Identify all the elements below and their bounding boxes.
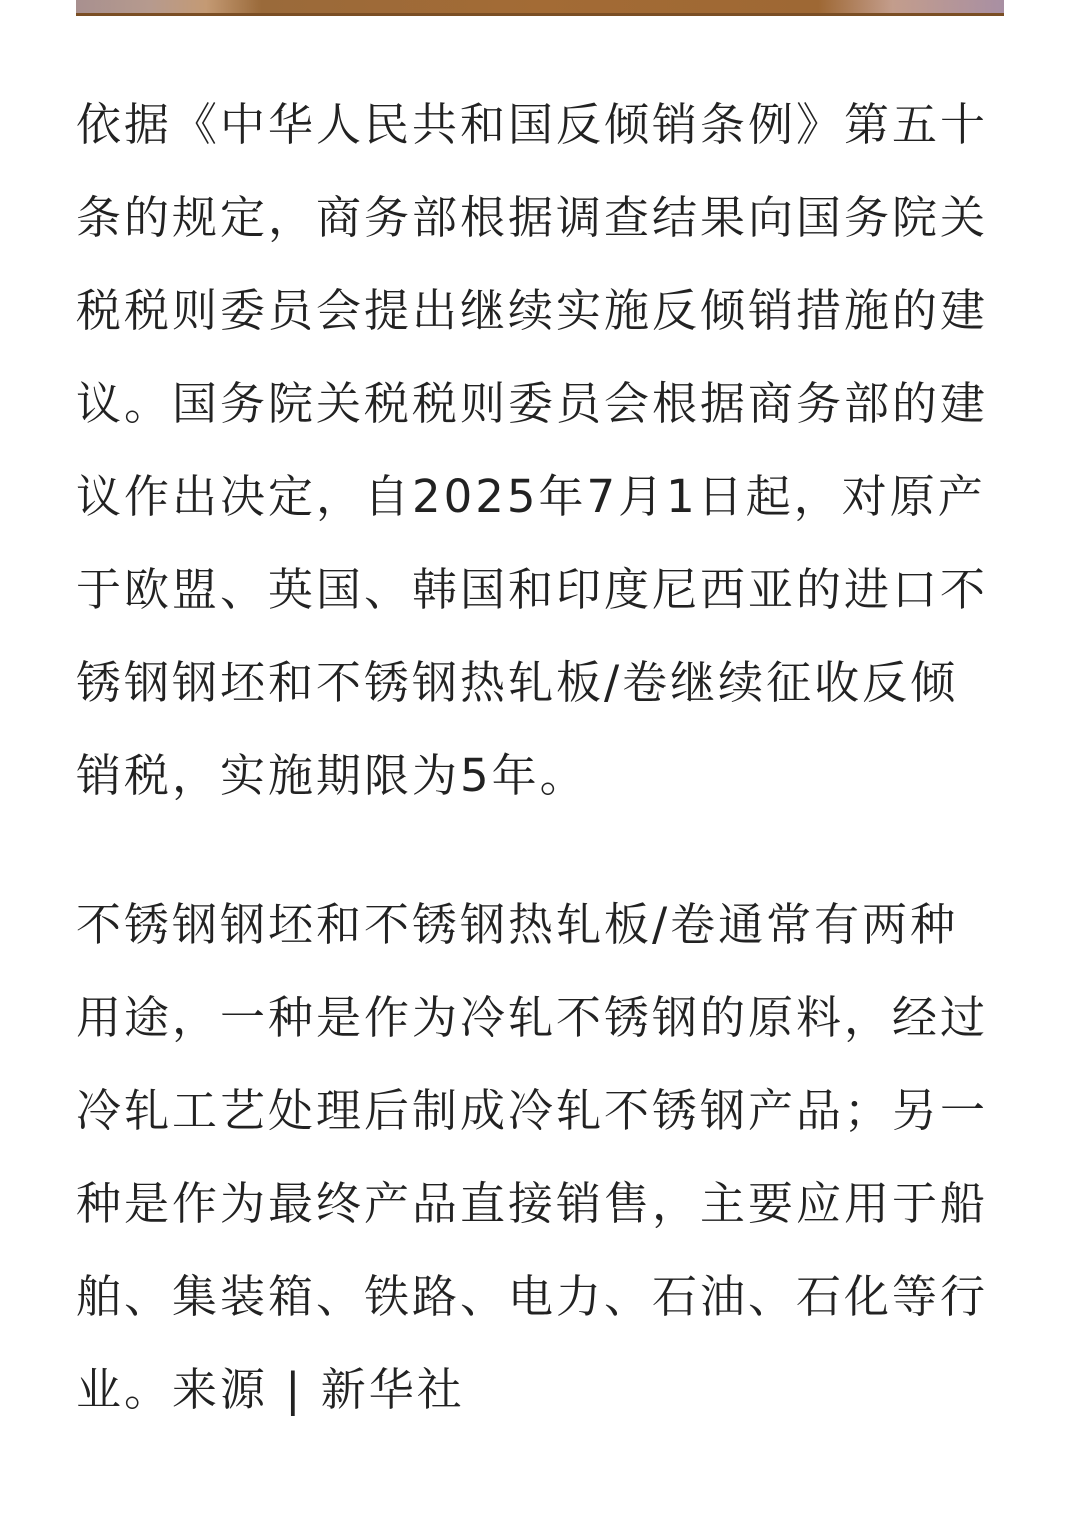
article-paragraph: 不锈钢钢坯和不锈钢热轧板/卷通常有两种用途，一种是作为冷轧不锈钢的原料，经过冷轧工艺处理后制成冷轧不锈钢产品；另一种是作为最终产品直接销售，主要应用于船舶、集装箱、铁路、电力、石油、石化等行业。来源 | 新华社 (76, 898, 989, 1416)
article-body (76, 78, 1006, 1436)
article-image-bottom-edge (76, 0, 1004, 16)
article-paragraph: 依据《中华人民共和国反倾销条例》第五十条的规定，商务部根据调查结果向国务院关税税则委员会提出继续实施反倾销措施的建议。国务院关税税则委员会根据商务部的建议作出决定，自2025年7月1日起，对原产于欧盟、英国、韩国和印度尼西亚的进口不锈钢钢坯和不锈钢热轧板/卷继续征收反倾销税，实施期限为5年。 (76, 98, 989, 802)
